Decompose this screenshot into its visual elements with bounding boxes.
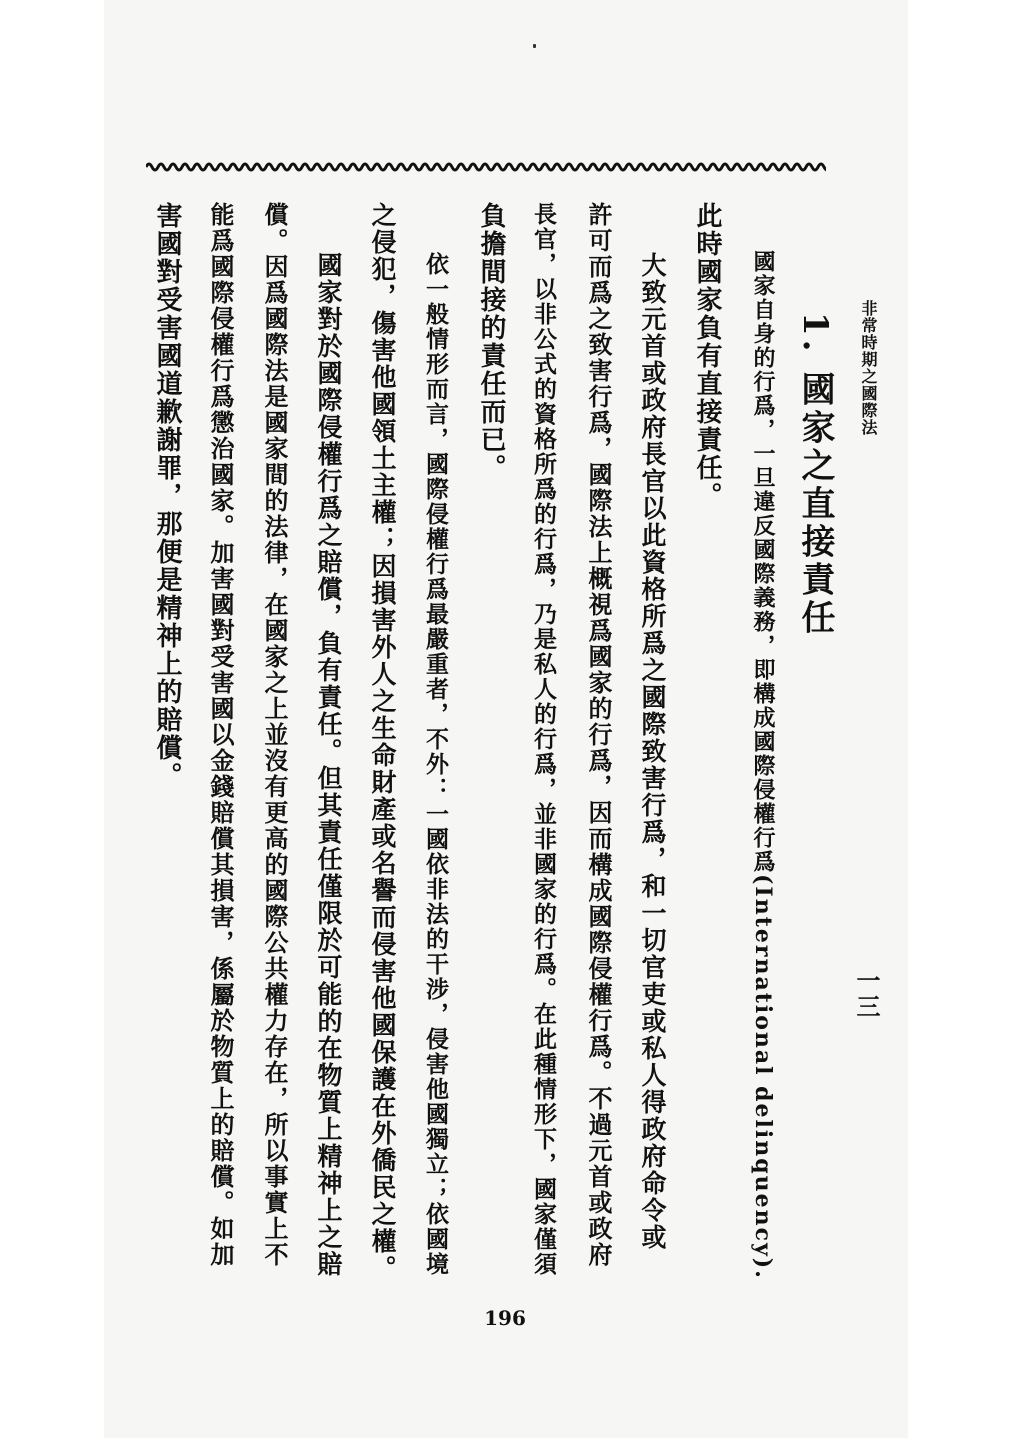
text-line: 此時國家負有直接責任。	[692, 202, 722, 510]
text-line: 償。因爲國際法是國家間的法律，在國家之上並沒有更高的國際公共權力存在，所以事實上不	[260, 202, 289, 1268]
text-line: 許可而爲之致害行爲，國際法上概視爲國家的行爲，因而構成國際侵權行爲。不過元首或政府	[584, 202, 613, 1268]
text-line: 依一般情形而言，國際侵權行爲最嚴重者，不外：一國依非法的干涉，侵害他國獨立；依國境	[422, 252, 449, 1277]
ink-speck	[533, 44, 536, 48]
section-heading: 1. 國家之直接責任	[795, 312, 835, 638]
text-line: 國家自身的行爲，一旦違反國際義務，即構成國際侵權行爲(International delinquency).	[750, 250, 776, 1280]
folio-number: 一三	[852, 968, 881, 1020]
page-number: 196	[484, 1306, 526, 1330]
text-line: 害國對受害國道歉謝罪，那便是精神上的賠償。	[152, 202, 182, 790]
text-line: 國家對於國際侵權行爲之賠償，負有責任。但其責任僅限於可能的在物質上精神上之賠	[314, 252, 343, 1278]
text-line: 能爲國際侵權行爲懲治國家。加害國對受害國以金錢賠償其損害，係屬於物質上的賠償。如加	[206, 202, 235, 1268]
text-line: 負擔間接的責任而已。	[476, 202, 506, 482]
running-head: 非常時期之國際法	[859, 300, 878, 436]
wavy-top-rule	[146, 158, 826, 176]
text-line: 大致元首或政府長官以此資格所爲之國際致害行爲，和一切官吏或私人得政府命令或	[638, 252, 667, 1251]
text-line: 長官，以非公式的資格所爲的行爲，乃是私人的行爲，並非國家的行爲。在此種情形下，國家僅須	[530, 202, 557, 1277]
text-line: 之侵犯，傷害他國領土主權；因損害外人之生命財產或名譽而侵害他國保護在外僑民之權。	[368, 202, 397, 1282]
